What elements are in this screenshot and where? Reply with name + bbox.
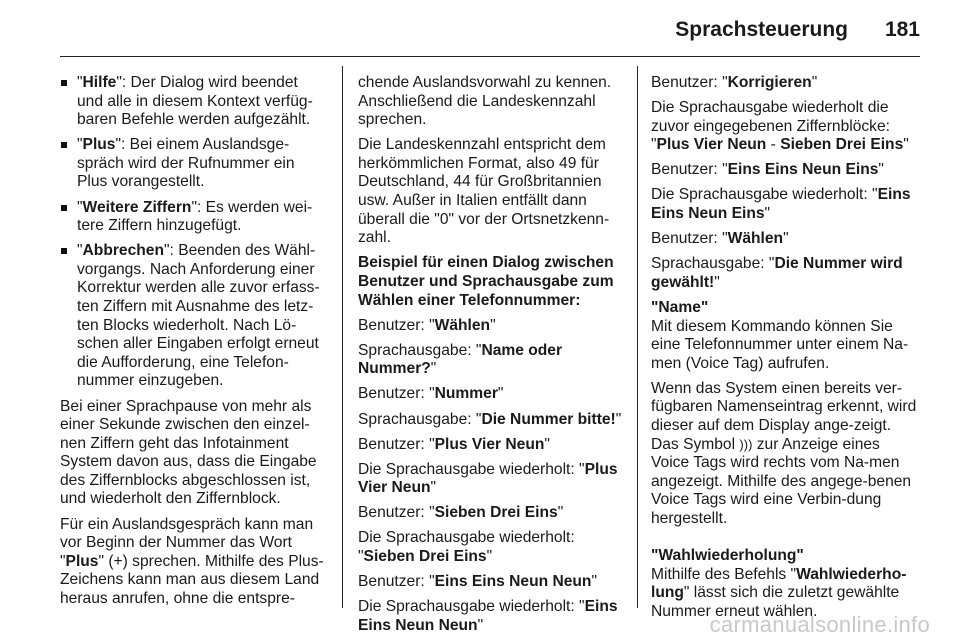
column-3 <box>651 74 921 628</box>
dialog-line: Benutzer: "Wählen" <box>651 230 789 248</box>
bullet-item: "Plus": Bei einem Auslandsge-spräch wird der Rufnummer ein Plus vorangestellt. <box>60 136 326 192</box>
dialog-line: Die Sprachausgabe wiederholt die zuvor eingegebenen Ziffernblöcke: "Plus Vier Neun - Sieben Drei Eins" <box>651 99 909 154</box>
column-2 <box>358 74 624 642</box>
header-rule <box>60 56 920 57</box>
page-header <box>60 0 920 56</box>
page-number: 181 <box>884 18 920 41</box>
dialog-heading: Beispiel für einen Dialog zwischen Benutzer und Sprachausgabe zum Wählen einer Telefonnummer: <box>358 254 614 309</box>
column-1 <box>60 74 326 615</box>
dialog-line: Die Sprachausgabe wiederholt: "Sieben Drei Eins" <box>358 529 575 566</box>
paragraph: Wenn das System einen bereits ver-fügbaren Namenseintrag erkennt, wird dieser auf dem Display ange-zeigt. Das Symbol ))) zur Anzeige eines Voice Tags wird rechts vom Na-men angezeigt. Mithilfe des angege-benen Voice Tags wird eine Verbin-dung hergestellt. <box>651 379 917 527</box>
dialog-line: Benutzer: "Eins Eins Neun Eins" <box>651 161 884 179</box>
dialog-line: Sprachausgabe: "Die Nummer bitte!" <box>358 410 622 428</box>
dialog-line: Die Sprachausgabe wiederholt: "Plus Vier Neun" <box>358 460 618 497</box>
bullet-icon <box>61 142 67 148</box>
dialog-line: Sprachausgabe: "Name oder Nummer?" <box>358 341 563 378</box>
dialog-line: Benutzer: "Wählen" <box>358 316 496 334</box>
paragraph: chende Auslandsvorwahl zu kennen. Anschließend die Landeskennzahl sprechen. <box>358 74 612 129</box>
voice-tag-icon: ))) <box>739 436 753 452</box>
section-title: Sprachsteuerung <box>675 18 848 41</box>
dialog-line: Die Sprachausgabe wiederholt: "Eins Eins Neun Eins" <box>651 186 911 223</box>
redial-section: "Wahlwiederholung" Mithilfe des Befehls "Wahlwiederho-lung" lässt sich die zuletzt gewählte Nummer erneut wählen. <box>651 547 907 620</box>
bullet-icon <box>61 205 67 211</box>
dialog-line: Benutzer: "Nummer" <box>358 385 504 403</box>
dialog-line: Benutzer: "Korrigieren" <box>651 74 818 91</box>
paragraph: Die Landeskennzahl entspricht dem herkömmlichen Format, also 49 für Deutschland, 44 für Großbritannien usw. Außer in Italien entfällt dann überall die "0" vor der Ortsnetzkenn-zahl. <box>358 136 610 247</box>
dialog-line: Benutzer: "Plus Vier Neun" <box>358 435 550 453</box>
name-section: "Name" Mit diesem Kommando können Sie eine Telefonnummer unter einem Na-men (Voice Tag) aufrufen. <box>651 298 909 372</box>
bullet-icon <box>61 248 67 254</box>
bullet-icon <box>61 80 67 86</box>
paragraph: Bei einer Sprachpause von mehr als einer Sekunde zwischen den einzel-nen Ziffern geht das Infotainment System davon aus, dass die Eingabe des Ziffernblocks abgeschlossen ist, und wiederholt den Ziffernblock. <box>60 397 317 508</box>
column-divider <box>342 66 343 608</box>
dialog-line: Benutzer: "Sieben Drei Eins" <box>358 504 564 522</box>
dialog-line: Die Sprachausgabe wiederholt: "Eins Eins Neun Neun" <box>358 598 618 634</box>
dialog-line: Sprachausgabe: "Die Nummer wird gewählt!" <box>651 255 903 291</box>
bullet-item: "Weitere Ziffern": Es werden wei-tere Ziffern hinzugefügt. <box>60 199 326 236</box>
name-heading: "Name" <box>651 298 709 316</box>
column-divider <box>637 66 638 608</box>
paragraph: Für ein Auslandsgespräch kann man vor Beginn der Nummer das Wort "Plus" (+) sprechen. Mithilfe des Plus-Zeichens kann man aus diesem Land heraus anrufen, ohne die entspre- <box>60 515 324 607</box>
watermark: carmanualsonline.info <box>709 612 930 637</box>
bullet-item: "Hilfe": Der Dialog wird beendet und alle in diesem Kontext verfüg-baren Befehle werden aufgezählt. <box>60 74 326 130</box>
dialog-line: Benutzer: "Eins Eins Neun Neun" <box>358 573 598 591</box>
bullet-item: "Abbrechen": Beenden des Wähl-vorgangs. Nach Anforderung einer Korrektur werden alle zuvor erfass-ten Ziffern mit Ausnahme des letz-ten Blocks wiederholt. Nach Lö-schen aller Eingaben erfolgt erneut die Aufforderung, eine Telefon-nummer einzugeben. <box>60 242 326 391</box>
redial-heading: "Wahlwiederholung" <box>651 547 804 565</box>
